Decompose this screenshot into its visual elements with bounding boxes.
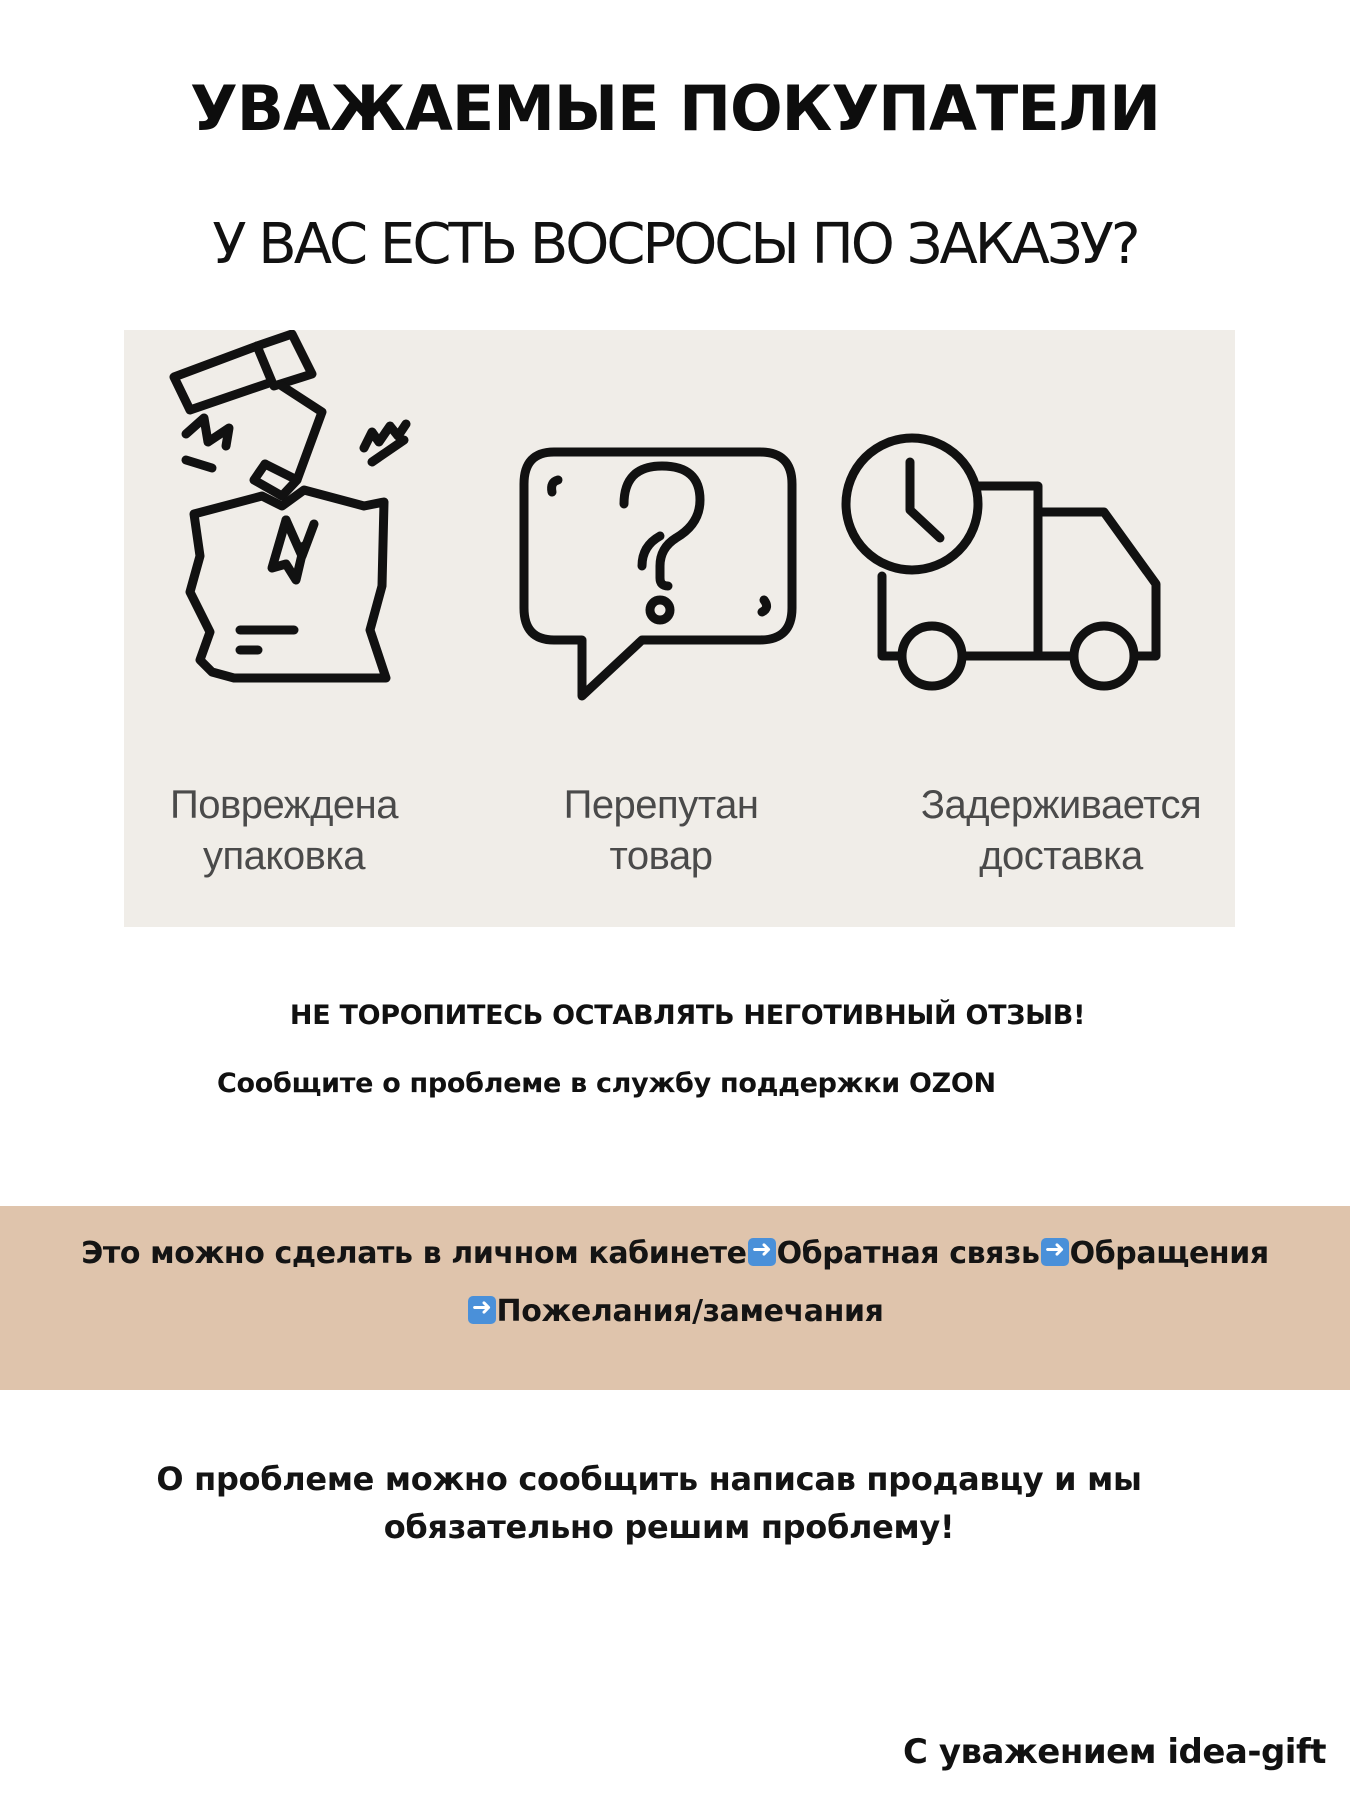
caption-line: Повреждена	[170, 783, 398, 827]
caption-line: упаковка	[203, 834, 365, 878]
issues-panel	[124, 330, 1235, 927]
signature: С уважением idea-gift	[903, 1732, 1326, 1772]
caption-delivery-delayed	[886, 780, 1236, 882]
order-question: У ВАС ЕСТЬ ВОСРОСЫ ПО ЗАКАЗУ?	[212, 212, 1138, 277]
broken-package-icon	[154, 330, 454, 704]
step-requests: Обращения	[1069, 1236, 1269, 1271]
step-suggestions: Пожелания/замечания	[496, 1294, 884, 1329]
caption-wrong-item	[516, 780, 806, 882]
instructions-band	[0, 1206, 1350, 1390]
step-feedback: Обратная связь	[776, 1236, 1040, 1271]
warning-text: НЕ ТОРОПИТЕСЬ ОСТАВЛЯТЬ НЕГОТИВНЫЙ ОТЗЫВ!	[289, 1000, 1086, 1031]
delivery-truck-clock-icon	[834, 426, 1194, 700]
caption-damaged-package	[134, 780, 434, 882]
contact-line-1: О проблеме можно сообщить написав продавцу и мы	[156, 1460, 1142, 1498]
contact-line-2: обязательно решим проблему!	[383, 1508, 955, 1546]
caption-line: товар	[609, 834, 713, 878]
instructions-prefix: Это можно сделать в личном кабинете	[81, 1236, 747, 1271]
page-title: УВАЖАЕМЫЕ ПОКУПАТЕЛИ	[189, 72, 1161, 145]
right-arrow-emoji-icon	[748, 1238, 776, 1266]
caption-line: доставка	[979, 834, 1143, 878]
right-arrow-emoji-icon	[468, 1296, 496, 1324]
support-text: Сообщите о проблеме в службу поддержки OZON	[217, 1068, 996, 1099]
caption-line: Задерживается	[920, 783, 1202, 827]
question-bubble-icon	[516, 440, 806, 714]
instructions-line-1	[0, 1236, 1350, 1271]
caption-line: Перепутан	[563, 783, 759, 827]
right-arrow-emoji-icon	[1041, 1238, 1069, 1266]
instructions-line-2	[0, 1294, 1350, 1329]
